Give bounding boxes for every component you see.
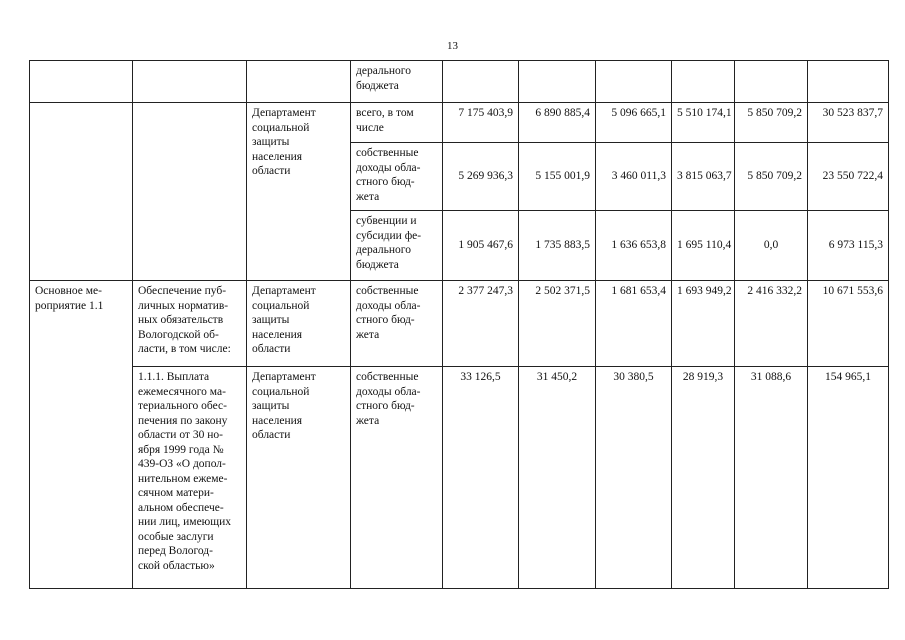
value-cell: 3 815 063,7 — [672, 143, 735, 211]
table-row — [30, 103, 889, 143]
name-cell: 1.1.1. Выплата ежемесячного ма- териального обес- печения по закону области от 30 но- ября 1999 года № 439-ОЗ «О допол- нительном ежеме- сячном матери- альном обеспече- нии лиц, имеющих особые заслуги перед Вологод- ской областью» — [133, 367, 247, 589]
value-cell: 7 175 403,9 — [443, 103, 519, 143]
value-cell: 6 890 885,4 — [519, 103, 596, 143]
source-cell: собственные доходы обла- стного бюд- жета — [351, 281, 443, 367]
value-cell: 6 973 115,3 — [808, 211, 889, 281]
source-cell: всего, в том числе — [351, 103, 443, 143]
table-row — [30, 61, 889, 103]
value-cell — [443, 61, 519, 103]
value-cell: 1 693 949,2 — [672, 281, 735, 367]
value-cell: 0,0 — [735, 211, 808, 281]
value-cell — [808, 61, 889, 103]
value-cell: 1 905 467,6 — [443, 211, 519, 281]
table-row — [30, 281, 889, 367]
name-cell — [133, 103, 247, 281]
value-cell: 1 735 883,5 — [519, 211, 596, 281]
dept-cell — [247, 61, 351, 103]
dept-cell: Департамент социальной защиты населения области — [247, 281, 351, 367]
value-cell: 5 850 709,2 — [735, 143, 808, 211]
event-cell — [30, 103, 133, 281]
value-cell — [596, 61, 672, 103]
source-cell: дерального бюджета — [351, 61, 443, 103]
event-cell — [30, 61, 133, 103]
value-cell: 10 671 553,6 — [808, 281, 889, 367]
value-cell: 31 450,2 — [519, 367, 596, 589]
value-cell: 1 636 653,8 — [596, 211, 672, 281]
value-cell: 3 460 011,3 — [596, 143, 672, 211]
value-cell: 5 155 001,9 — [519, 143, 596, 211]
dept-cell: Департамент социальной защиты населения области — [247, 103, 351, 281]
value-cell — [672, 61, 735, 103]
value-cell: 2 377 247,3 — [443, 281, 519, 367]
source-cell: собственные доходы обла- стного бюд- жета — [351, 143, 443, 211]
page-number: 13 — [447, 40, 458, 52]
value-cell: 5 510 174,1 — [672, 103, 735, 143]
value-cell: 1 695 110,4 — [672, 211, 735, 281]
value-cell: 5 850 709,2 — [735, 103, 808, 143]
value-cell: 33 126,5 — [443, 367, 519, 589]
value-cell: 28 919,3 — [672, 367, 735, 589]
value-cell: 5 096 665,1 — [596, 103, 672, 143]
name-cell — [133, 61, 247, 103]
value-cell: 5 269 936,3 — [443, 143, 519, 211]
budget-table — [29, 60, 889, 589]
name-cell: Обеспечение пуб- личных норматив- ных обязательств Вологодской об- ласти, в том числе: — [133, 281, 247, 367]
value-cell: 30 380,5 — [596, 367, 672, 589]
event-cell: Основное ме- роприятие 1.1 — [30, 281, 133, 589]
dept-cell: Департамент социальной защиты населения области — [247, 367, 351, 589]
value-cell: 2 502 371,5 — [519, 281, 596, 367]
value-cell — [735, 61, 808, 103]
value-cell: 2 416 332,2 — [735, 281, 808, 367]
value-cell: 23 550 722,4 — [808, 143, 889, 211]
value-cell: 154 965,1 — [808, 367, 889, 589]
source-cell: собственные доходы обла- стного бюд- жета — [351, 367, 443, 589]
value-cell: 1 681 653,4 — [596, 281, 672, 367]
source-cell: субвенции и субсидии фе- дерального бюджета — [351, 211, 443, 281]
value-cell: 30 523 837,7 — [808, 103, 889, 143]
value-cell: 31 088,6 — [735, 367, 808, 589]
table-row — [30, 367, 889, 589]
value-cell — [519, 61, 596, 103]
